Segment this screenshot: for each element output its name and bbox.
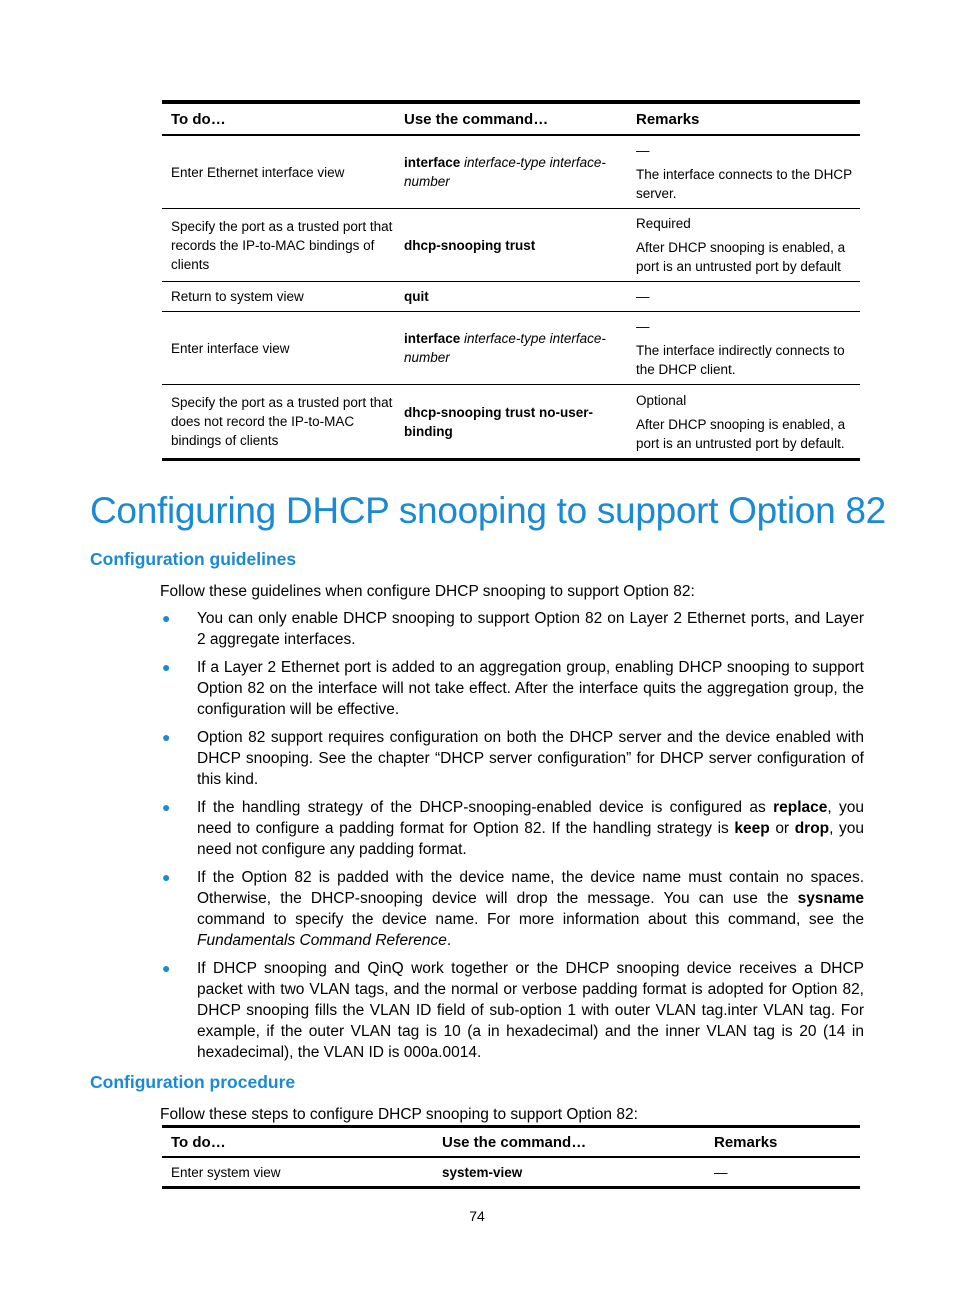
command-table-1: [162, 100, 860, 461]
cmd-keyword: dhcp-snooping trust: [404, 237, 536, 253]
cmd-keyword: interface: [404, 331, 461, 346]
list-item: [160, 727, 864, 790]
text-run: , you need not configure any padding format.: [197, 820, 865, 858]
keyword-keep: keep: [734, 820, 770, 837]
remark-line: After DHCP snooping is enabled, a port is an untrusted port by default: [636, 240, 846, 274]
keyword-drop: drop: [794, 820, 830, 837]
bullet-icon: ●: [162, 659, 171, 675]
table-header-row: [162, 1127, 860, 1158]
remark-line: Required: [636, 216, 691, 231]
text-run: .: [446, 932, 452, 949]
cmd-argument: interface-type interface-number: [404, 155, 606, 189]
remark-line: —: [636, 319, 650, 334]
cell-remarks: —: [714, 1164, 728, 1180]
text-run: command to specify the device name. For more information about this command, see the: [197, 911, 864, 928]
remark-line: —: [636, 289, 650, 304]
col-header-remarks: Remarks: [705, 1127, 860, 1158]
table-row: [162, 209, 860, 282]
cell-todo: Enter interface view: [162, 312, 395, 385]
command-table-2: [162, 1125, 860, 1189]
cell-command: [395, 209, 627, 282]
page-number: 74: [469, 1208, 485, 1224]
bullet-icon: ●: [162, 869, 171, 885]
guidelines-heading: Configuration guidelines: [90, 549, 297, 569]
reference-title: Fundamentals Command Reference: [197, 932, 447, 949]
cell-todo: Specify the port as a trusted port that records the IP-to-MAC bindings of clients: [162, 209, 395, 282]
table-row: [162, 282, 860, 312]
bullet-text: [197, 799, 864, 858]
text-run: If the handling strategy of the DHCP-snooping-enabled device is configured as: [197, 799, 774, 816]
cell-todo: Enter Ethernet interface view: [171, 164, 345, 180]
table-row: [162, 135, 860, 209]
table-row: [162, 385, 860, 460]
cell-remarks: [627, 282, 860, 312]
remark-line: After DHCP snooping is enabled, a port is an untrusted port by default.: [636, 416, 846, 451]
cell-command: [395, 135, 627, 209]
list-item: [160, 867, 864, 951]
cell-command: system-view: [442, 1164, 523, 1180]
remark-line: The interface connects to the DHCP server.: [636, 167, 852, 201]
cell-todo: Return to system view: [162, 282, 395, 312]
list-item: [160, 797, 864, 860]
list-item: [160, 958, 864, 1063]
text-run: , you need to configure a padding format for Option 82. If the handling strategy is: [197, 799, 865, 837]
cell-remarks: [627, 312, 860, 385]
table-row: [162, 1157, 860, 1188]
col-header-command: Use the command…: [395, 102, 627, 135]
procedure-intro: Follow these steps to configure DHCP snooping to support Option 82:: [160, 1106, 638, 1123]
cmd-keyword: interface: [404, 155, 461, 170]
table-header-row: [162, 102, 860, 135]
cmd-argument: interface-type interface-number: [404, 331, 606, 365]
list-item: [160, 657, 864, 720]
text-run: or: [769, 820, 795, 837]
bullet-icon: ●: [162, 960, 171, 976]
bullet-text: If DHCP snooping and QinQ work together or the DHCP snooping device receives a DHCP packet with two VLAN tags, and the normal or verbose padding format is adopted for Option 82, DHCP snooping fills the VLAN ID field of sub-option 1 with outer VLAN tag.inter VLAN tag. For example, if the outer VLAN tag is 10 (a in hexadecimal) and the inner VLAN tag is 20 (14 in hexadecimal), the VLAN ID is 000a.0014.: [197, 960, 864, 1061]
remark-line: —: [636, 143, 650, 158]
bullet-icon: ●: [162, 799, 171, 815]
section-title: Configuring DHCP snooping to support Option 82: [90, 490, 886, 531]
guidelines-intro: Follow these guidelines when configure DHCP snooping to support Option 82:: [160, 583, 695, 600]
keyword-sysname: sysname: [797, 890, 864, 907]
text-run: If the Option 82 is padded with the device name, the device name must contain no spaces. Otherwise, the DHCP-snooping device will drop the message. You can use the: [197, 869, 864, 907]
bullet-icon: ●: [162, 729, 171, 745]
guidelines-list: [160, 608, 864, 1063]
col-header-todo: To do…: [162, 102, 395, 135]
procedure-heading: Configuration procedure: [90, 1072, 296, 1092]
list-item: [160, 608, 864, 650]
bullet-text: If a Layer 2 Ethernet port is added to an aggregation group, enabling DHCP snooping to support Option 82 on the interface will not take effect. After the interface quits the aggregation group, the configuration will be effective.: [197, 659, 864, 718]
remark-line: The interface indirectly connects to the DHCP client.: [636, 343, 845, 377]
cell-remarks: [627, 135, 860, 209]
cell-command: [395, 282, 627, 312]
keyword-replace: replace: [773, 799, 828, 816]
table-row: [162, 312, 860, 385]
cell-todo: Enter system view: [171, 1164, 281, 1180]
bullet-text: Option 82 support requires configuration on both the DHCP server and the device enabled with DHCP snooping. See the chapter “DHCP server configuration” for DHCP server configuration of this kind.: [197, 729, 864, 788]
cell-remarks: [627, 385, 860, 460]
cell-command: [395, 385, 627, 460]
col-header-remarks: Remarks: [627, 102, 860, 135]
cell-todo: Specify the port as a trusted port that does not record the IP-to-MAC bindings of clients: [162, 385, 395, 460]
col-header-todo: To do…: [162, 1127, 433, 1158]
cmd-keyword: dhcp-snooping trust no-user-binding: [404, 404, 593, 439]
cmd-keyword: quit: [404, 289, 429, 304]
bullet-icon: ●: [162, 610, 171, 626]
cell-remarks: [627, 209, 860, 282]
bullet-text: You can only enable DHCP snooping to support Option 82 on Layer 2 Ethernet ports, and Layer 2 aggregate interfaces.: [197, 610, 864, 648]
col-header-command: Use the command…: [433, 1127, 705, 1158]
remark-line: Optional: [636, 392, 687, 408]
cell-command: [395, 312, 627, 385]
bullet-text: [197, 869, 864, 949]
